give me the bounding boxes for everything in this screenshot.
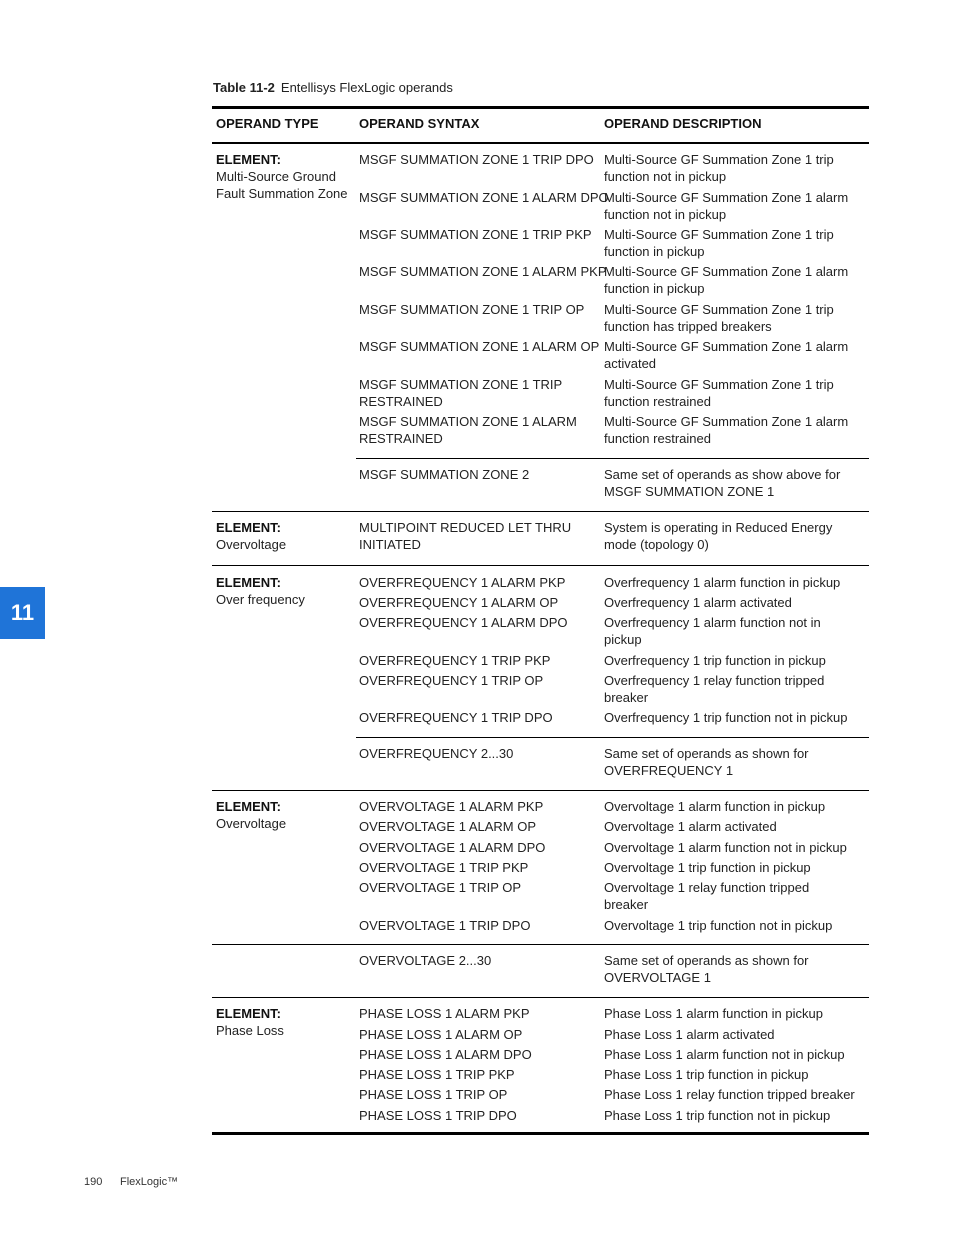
operand-syntax-cell-line: MULTIPOINT REDUCED LET THRU bbox=[359, 520, 572, 535]
operand-syntax-cell bbox=[359, 376, 562, 410]
operand-description-cell bbox=[604, 263, 848, 297]
operand-description-cell bbox=[604, 1107, 830, 1124]
operand-syntax-cell bbox=[359, 652, 550, 669]
operand-description-cell-line: function in pickup bbox=[604, 281, 705, 296]
operand-description-cell-line: mode (topology 0) bbox=[604, 537, 709, 552]
operand-description-cell-line: function not in pickup bbox=[604, 169, 727, 184]
operand-description-cell-line: activated bbox=[604, 356, 657, 371]
operand-description-cell-line: function has tripped breakers bbox=[604, 319, 772, 334]
operand-syntax-cell-line: PHASE LOSS 1 ALARM PKP bbox=[359, 1006, 530, 1021]
element-name: Phase Loss bbox=[216, 1023, 284, 1038]
operand-description-cell bbox=[604, 338, 848, 372]
operand-description-cell bbox=[604, 859, 811, 876]
operand-syntax-cell-line: OVERVOLTAGE 1 ALARM PKP bbox=[359, 799, 544, 814]
group-rule bbox=[212, 997, 869, 998]
operand-description-cell-line: Multi-Source GF Summation Zone 1 trip bbox=[604, 302, 834, 317]
operand-description-cell-line: Overvoltage 1 trip function not in pickup bbox=[604, 918, 833, 933]
operand-description-cell-line: Phase Loss 1 relay function tripped breaker bbox=[604, 1087, 855, 1102]
operand-description-cell-line: Phase Loss 1 trip function in pickup bbox=[604, 1067, 809, 1082]
operand-description-cell bbox=[604, 151, 834, 185]
element-name: Over frequency bbox=[216, 592, 305, 607]
operand-syntax-cell-line: MSGF SUMMATION ZONE 1 TRIP bbox=[359, 377, 563, 392]
operand-description-cell-line: Multi-Source GF Summation Zone 1 trip bbox=[604, 227, 834, 242]
operand-description-cell-line: Overvoltage 1 trip function in pickup bbox=[604, 860, 811, 875]
operand-syntax-cell bbox=[359, 574, 565, 591]
operand-syntax-cell-line: OVERFREQUENCY 1 TRIP DPO bbox=[359, 710, 553, 725]
operand-description-cell-line: function restrained bbox=[604, 431, 711, 446]
operand-syntax-cell-line: OVERVOLTAGE 1 TRIP OP bbox=[359, 880, 522, 895]
operand-description-cell-line: MSGF SUMMATION ZONE 1 bbox=[604, 484, 775, 499]
operand-description-cell-line: breaker bbox=[604, 897, 649, 912]
operand-description-cell-line: System is operating in Reduced Energy bbox=[604, 520, 833, 535]
footer-page-number: 190 bbox=[84, 1176, 103, 1188]
operand-syntax-cell bbox=[359, 614, 568, 631]
operand-syntax-cell-line: PHASE LOSS 1 TRIP OP bbox=[359, 1087, 508, 1102]
group-rule bbox=[212, 511, 869, 512]
operand-description-cell bbox=[604, 1046, 845, 1063]
element-name: Multi-Source Ground bbox=[216, 169, 336, 184]
operand-description-cell bbox=[604, 574, 840, 591]
operand-description-cell bbox=[604, 301, 834, 335]
element-label: ELEMENT: bbox=[216, 152, 281, 167]
element-name: Overvoltage bbox=[216, 816, 287, 831]
operand-syntax-cell-line: OVERFREQUENCY 1 ALARM PKP bbox=[359, 575, 566, 590]
operand-description-cell bbox=[604, 466, 840, 500]
operand-syntax-cell bbox=[359, 1026, 522, 1043]
operand-description-cell bbox=[604, 839, 847, 856]
operand-syntax-cell-line: OVERVOLTAGE 1 ALARM OP bbox=[359, 819, 537, 834]
table-caption-label: Table 11-2 bbox=[213, 80, 275, 95]
table-header-rule bbox=[212, 142, 869, 144]
operand-syntax-cell bbox=[359, 1046, 532, 1063]
operand-syntax-cell bbox=[359, 413, 577, 447]
operand-syntax-cell-line: PHASE LOSS 1 ALARM OP bbox=[359, 1027, 523, 1042]
operand-syntax-cell-line: OVERFREQUENCY 1 TRIP PKP bbox=[359, 653, 551, 668]
operand-syntax-cell-line: OVERVOLTAGE 1 TRIP PKP bbox=[359, 860, 529, 875]
subgroup-rule bbox=[356, 458, 869, 459]
operand-description-cell bbox=[604, 1026, 775, 1043]
operand-syntax-cell bbox=[359, 917, 530, 934]
operand-syntax-cell bbox=[359, 1005, 530, 1022]
element-type-cell bbox=[216, 574, 305, 608]
operand-description-cell bbox=[604, 376, 834, 410]
operand-description-cell-line: Same set of operands as show above for bbox=[604, 467, 841, 482]
operand-description-cell-line: Multi-Source GF Summation Zone 1 alarm bbox=[604, 414, 849, 429]
element-type-cell bbox=[216, 519, 286, 553]
operand-description-cell-line: Same set of operands as shown for bbox=[604, 953, 809, 968]
operand-description-cell bbox=[604, 672, 824, 706]
operand-syntax-cell bbox=[359, 818, 536, 835]
operand-description-cell-line: Multi-Source GF Summation Zone 1 trip bbox=[604, 152, 834, 167]
operand-description-cell bbox=[604, 1086, 855, 1103]
operand-syntax-cell-line: OVERVOLTAGE 2...30 bbox=[359, 953, 492, 968]
table-top-rule bbox=[212, 106, 869, 109]
operand-syntax-cell-line: RESTRAINED bbox=[359, 431, 443, 446]
operand-description-cell-line: Phase Loss 1 trip function not in pickup bbox=[604, 1108, 831, 1123]
element-type-cell bbox=[216, 1005, 284, 1039]
operand-syntax-cell-line: MSGF SUMMATION ZONE 1 ALARM bbox=[359, 414, 577, 429]
operand-description-cell bbox=[604, 952, 809, 986]
operand-syntax-cell bbox=[359, 859, 528, 876]
operand-syntax-cell-line: OVERVOLTAGE 1 ALARM DPO bbox=[359, 840, 546, 855]
operand-description-cell-line: Phase Loss 1 alarm activated bbox=[604, 1027, 775, 1042]
operand-description-cell bbox=[604, 189, 848, 223]
operand-description-cell bbox=[604, 652, 826, 669]
operand-description-cell-line: OVERVOLTAGE 1 bbox=[604, 970, 711, 985]
operand-syntax-cell-line: MSGF SUMMATION ZONE 1 ALARM OP bbox=[359, 339, 600, 354]
operand-syntax-cell bbox=[359, 1086, 507, 1103]
operand-description-cell-line: Overfrequency 1 alarm function in pickup bbox=[604, 575, 841, 590]
operand-syntax-cell bbox=[359, 189, 609, 206]
element-name: Overvoltage bbox=[216, 537, 287, 552]
operand-syntax-cell bbox=[359, 301, 584, 318]
operand-description-cell-line: Multi-Source GF Summation Zone 1 trip bbox=[604, 377, 834, 392]
operand-description-cell bbox=[604, 798, 825, 815]
operand-syntax-cell-line: PHASE LOSS 1 ALARM DPO bbox=[359, 1047, 532, 1062]
subgroup-rule bbox=[356, 737, 869, 738]
operand-description-cell bbox=[604, 594, 792, 611]
operand-syntax-cell-line: OVERFREQUENCY 1 ALARM DPO bbox=[359, 615, 568, 630]
operand-syntax-cell-line: PHASE LOSS 1 TRIP DPO bbox=[359, 1108, 517, 1123]
element-label: ELEMENT: bbox=[216, 575, 281, 590]
element-label: ELEMENT: bbox=[216, 520, 281, 535]
operand-syntax-cell bbox=[359, 952, 491, 969]
operand-description-cell bbox=[604, 519, 832, 553]
operand-syntax-cell bbox=[359, 745, 513, 762]
operand-syntax-cell-line: INITIATED bbox=[359, 537, 421, 552]
operand-description-cell bbox=[604, 413, 848, 447]
header-operand-type: OPERAND TYPE bbox=[216, 116, 319, 131]
group-rule bbox=[212, 790, 869, 791]
operand-description-cell-line: breaker bbox=[604, 690, 649, 705]
operand-description-cell-line: Phase Loss 1 alarm function not in pickup bbox=[604, 1047, 845, 1062]
operand-description-cell bbox=[604, 879, 809, 913]
element-label: ELEMENT: bbox=[216, 1006, 281, 1021]
operand-syntax-cell-line: RESTRAINED bbox=[359, 394, 443, 409]
table-caption bbox=[213, 80, 453, 95]
operand-syntax-cell-line: MSGF SUMMATION ZONE 1 TRIP DPO bbox=[359, 152, 594, 167]
header-operand-syntax: OPERAND SYNTAX bbox=[359, 116, 480, 131]
operand-syntax-cell bbox=[359, 1107, 517, 1124]
subgroup-rule bbox=[212, 944, 869, 945]
element-type-cell bbox=[216, 798, 286, 832]
operand-description-cell-line: function not in pickup bbox=[604, 207, 727, 222]
operand-description-cell-line: OVERFREQUENCY 1 bbox=[604, 763, 734, 778]
operand-description-cell bbox=[604, 818, 777, 835]
operand-syntax-cell-line: PHASE LOSS 1 TRIP PKP bbox=[359, 1067, 515, 1082]
operand-description-cell-line: Multi-Source GF Summation Zone 1 alarm bbox=[604, 190, 849, 205]
operand-syntax-cell bbox=[359, 338, 599, 355]
table-caption-title: Entellisys FlexLogic operands bbox=[280, 80, 453, 95]
operand-syntax-cell bbox=[359, 263, 607, 280]
operand-syntax-cell-line: OVERFREQUENCY 1 TRIP OP bbox=[359, 673, 544, 688]
operand-description-cell-line: Same set of operands as shown for bbox=[604, 746, 809, 761]
operand-syntax-cell bbox=[359, 798, 543, 815]
operand-syntax-cell-line: MSGF SUMMATION ZONE 1 ALARM PKP bbox=[359, 264, 607, 279]
operand-description-cell-line: Overvoltage 1 alarm function in pickup bbox=[604, 799, 826, 814]
operand-syntax-cell bbox=[359, 151, 594, 168]
operand-description-cell-line: function in pickup bbox=[604, 244, 705, 259]
operand-description-cell-line: Multi-Source GF Summation Zone 1 alarm bbox=[604, 264, 849, 279]
operand-description-cell-line: Phase Loss 1 alarm function in pickup bbox=[604, 1006, 823, 1021]
operand-syntax-cell bbox=[359, 594, 558, 611]
operand-syntax-cell-line: MSGF SUMMATION ZONE 1 ALARM DPO bbox=[359, 190, 609, 205]
operand-description-cell bbox=[604, 1066, 809, 1083]
operand-syntax-cell bbox=[359, 672, 543, 689]
operand-syntax-cell bbox=[359, 466, 529, 483]
operand-syntax-cell bbox=[359, 839, 545, 856]
operand-description-cell bbox=[604, 614, 821, 648]
header-operand-description: OPERAND DESCRIPTION bbox=[604, 116, 762, 131]
operand-syntax-cell-line: OVERFREQUENCY 2...30 bbox=[359, 746, 514, 761]
chapter-tab: 11 bbox=[0, 587, 45, 639]
operand-description-cell-line: Multi-Source GF Summation Zone 1 alarm bbox=[604, 339, 849, 354]
operand-description-cell-line: Overvoltage 1 alarm function not in pickup bbox=[604, 840, 847, 855]
element-type-cell bbox=[216, 151, 348, 202]
group-rule bbox=[212, 565, 869, 566]
element-label: ELEMENT: bbox=[216, 799, 281, 814]
element-name: Fault Summation Zone bbox=[216, 186, 348, 201]
operand-description-cell-line: pickup bbox=[604, 632, 642, 647]
operand-description-cell-line: Overvoltage 1 relay function tripped bbox=[604, 880, 810, 895]
operand-syntax-cell bbox=[359, 226, 592, 243]
operand-description-cell-line: Overfrequency 1 trip function not in pickup bbox=[604, 710, 848, 725]
operand-description-cell-line: Overfrequency 1 alarm function not in bbox=[604, 615, 821, 630]
operand-description-cell bbox=[604, 745, 809, 779]
operand-description-cell-line: Overvoltage 1 alarm activated bbox=[604, 819, 777, 834]
footer-title: FlexLogic™ bbox=[120, 1176, 179, 1188]
operand-description-cell bbox=[604, 1005, 823, 1022]
operand-description-cell-line: Overfrequency 1 trip function in pickup bbox=[604, 653, 826, 668]
operand-syntax-cell bbox=[359, 879, 521, 896]
operand-description-cell bbox=[604, 917, 832, 934]
operand-description-cell-line: Overfrequency 1 relay function tripped bbox=[604, 673, 825, 688]
operand-syntax-cell-line: OVERVOLTAGE 1 TRIP DPO bbox=[359, 918, 531, 933]
operand-syntax-cell bbox=[359, 1066, 515, 1083]
operand-syntax-cell-line: MSGF SUMMATION ZONE 2 bbox=[359, 467, 530, 482]
operand-syntax-cell-line: MSGF SUMMATION ZONE 1 TRIP PKP bbox=[359, 227, 592, 242]
operand-syntax-cell bbox=[359, 519, 571, 553]
operand-description-cell-line: function restrained bbox=[604, 394, 711, 409]
operand-description-cell bbox=[604, 226, 834, 260]
table-bottom-rule bbox=[212, 1132, 869, 1135]
operand-description-cell bbox=[604, 709, 848, 726]
operand-syntax-cell bbox=[359, 709, 553, 726]
operand-syntax-cell-line: OVERFREQUENCY 1 ALARM OP bbox=[359, 595, 559, 610]
operand-syntax-cell-line: MSGF SUMMATION ZONE 1 TRIP OP bbox=[359, 302, 585, 317]
operand-description-cell-line: Overfrequency 1 alarm activated bbox=[604, 595, 792, 610]
operands-table bbox=[212, 106, 869, 1136]
